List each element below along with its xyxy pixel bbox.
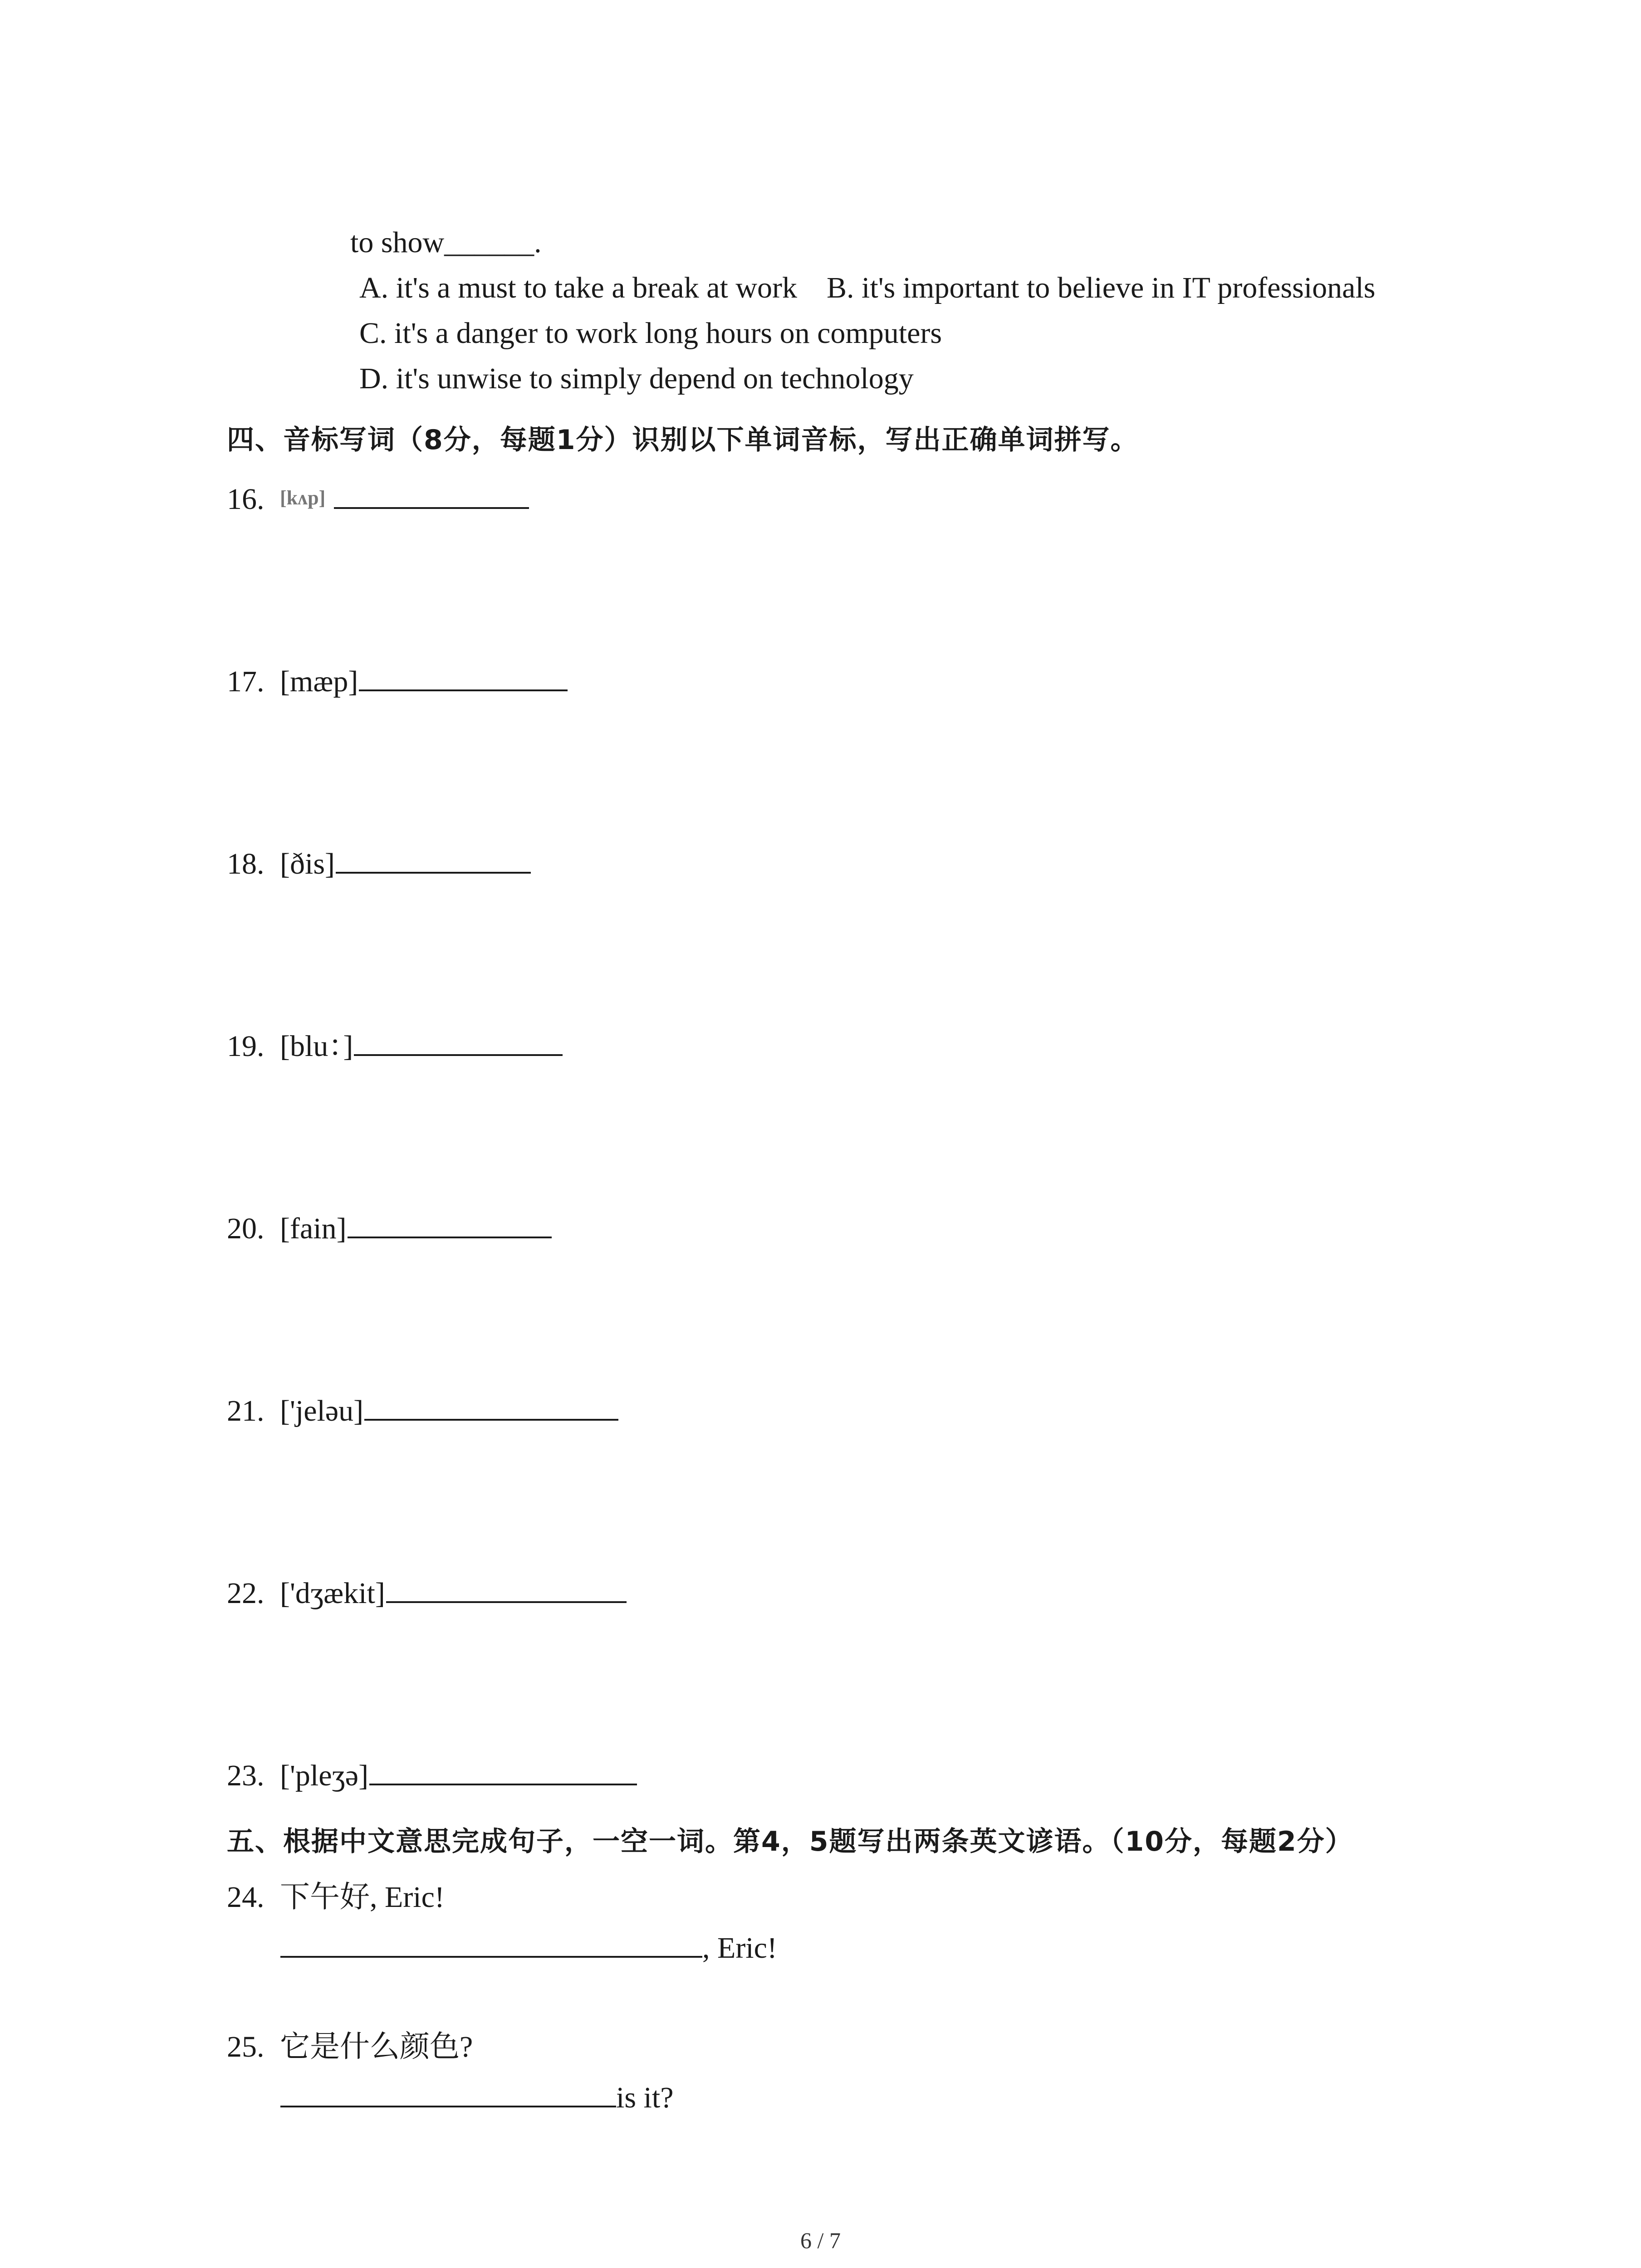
answer-blank[interactable]	[386, 1600, 627, 1603]
chinese-prompt: 下午好, Eric!	[280, 1881, 445, 1914]
sentence-item-25	[227, 2032, 473, 2062]
q15-stem-tail: to show______.	[350, 226, 542, 259]
phonetic-item-17	[227, 667, 568, 697]
answer-suffix: is it?	[616, 2081, 674, 2114]
item-number: 20.	[227, 1212, 265, 1245]
chinese-prompt: 它是什么颜色?	[280, 2030, 473, 2063]
sentence-answer-25	[279, 2083, 674, 2113]
phonetic-item-20	[227, 1214, 552, 1244]
phonetic-item-22	[227, 1579, 627, 1608]
phonetic-item-21	[227, 1396, 618, 1426]
section4-heading: 四、音标写词（8分，每题1分）识别以下单词音标，写出正确单词拼写。	[227, 424, 1139, 456]
item-number: 24.	[227, 1881, 265, 1914]
item-number: 17.	[227, 665, 265, 698]
phonetic-text: [fain]	[280, 1212, 347, 1245]
q15-option-a: A. it's a must to take a break at work	[359, 271, 797, 304]
answer-blank[interactable]	[336, 871, 531, 874]
answer-blank[interactable]	[369, 1783, 637, 1785]
phonetic-text: [mæp]	[280, 665, 358, 698]
phonetic-item-16	[227, 484, 529, 514]
answer-blank[interactable]	[334, 506, 529, 509]
answer-blank[interactable]	[348, 1236, 552, 1238]
item-number: 22.	[227, 1577, 265, 1610]
q15-option-b: B. it's important to believe in IT professionals	[827, 271, 1376, 304]
phonetic-text: [kʌp]	[280, 487, 326, 509]
answer-blank[interactable]	[359, 689, 568, 691]
item-number: 23.	[227, 1759, 265, 1792]
q15-option-c: C. it's a danger to work long hours on computers	[359, 317, 942, 350]
answer-blank[interactable]	[280, 1955, 702, 1958]
phonetic-text: [blu：]	[280, 1030, 353, 1063]
phonetic-item-19	[227, 1031, 563, 1061]
item-number: 19.	[227, 1030, 265, 1063]
phonetic-text: [ðis]	[280, 847, 335, 880]
answer-blank[interactable]	[364, 1418, 618, 1421]
q15-option-d: D. it's unwise to simply depend on technology	[359, 362, 914, 395]
sentence-answer-24	[279, 1933, 777, 1963]
section5-heading: 五、根据中文意思完成句子，一空一词。第4，5题写出两条英文谚语。（10分，每题2分）	[227, 1826, 1353, 1857]
phonetic-item-18	[227, 849, 531, 879]
answer-blank[interactable]	[354, 1053, 563, 1056]
phonetic-text: ['dʒækit]	[280, 1577, 385, 1610]
page-number: 6 / 7	[800, 2228, 841, 2253]
item-number: 18.	[227, 847, 265, 880]
phonetic-text: ['pleʒə]	[280, 1759, 369, 1792]
item-number: 21.	[227, 1394, 265, 1427]
phonetic-text: ['jeləu]	[280, 1394, 364, 1427]
phonetic-item-23	[227, 1761, 637, 1791]
sentence-item-24	[227, 1882, 445, 1912]
item-number: 16.	[227, 483, 265, 516]
item-number: 25.	[227, 2030, 265, 2063]
answer-blank[interactable]	[280, 2105, 616, 2107]
answer-suffix: , Eric!	[702, 1931, 777, 1965]
